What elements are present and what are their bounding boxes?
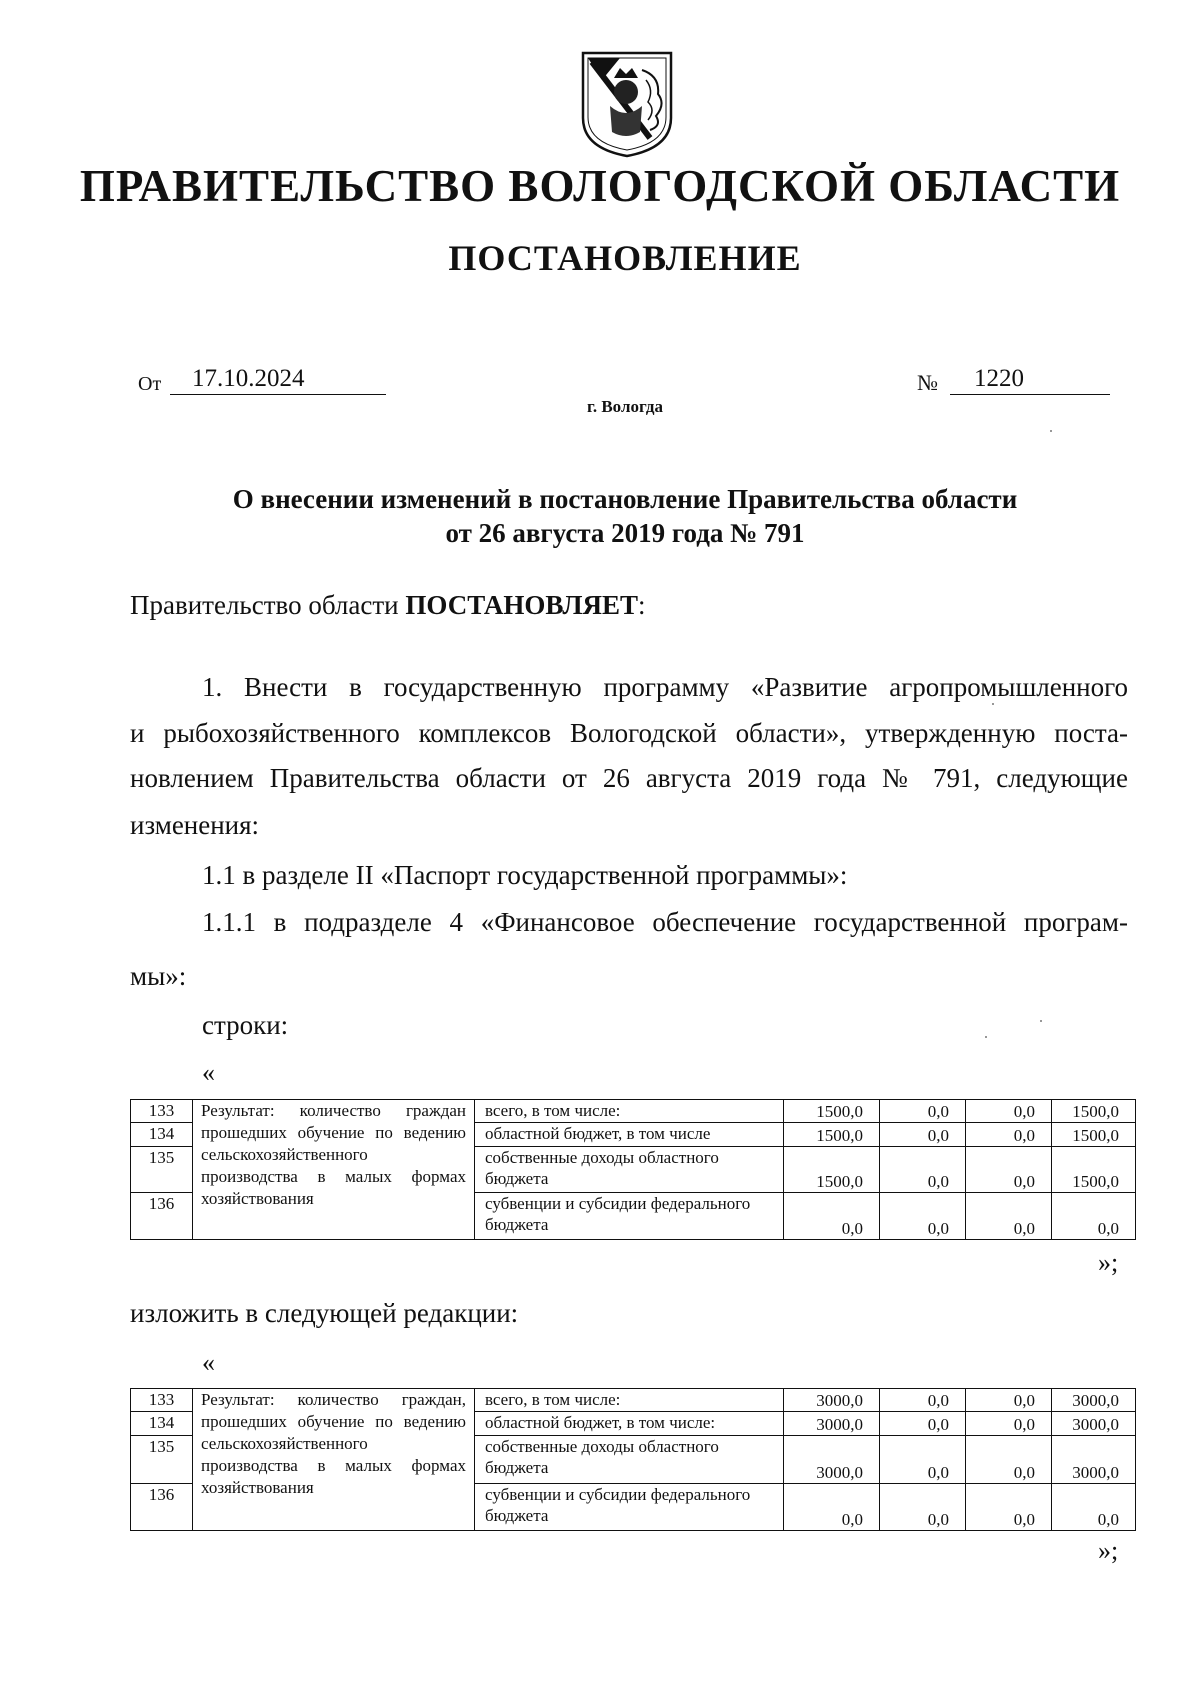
- item-1-1: 1.1 в разделе II «Паспорт государственной программы»:: [202, 860, 848, 890]
- value-cell: 0,0: [880, 1436, 966, 1484]
- value-cell: 0,0: [880, 1123, 966, 1147]
- funding-source: всего, в том числе:: [475, 1389, 784, 1412]
- value-cell: 0,0: [1052, 1484, 1136, 1531]
- item-1-line-4: изменения:: [130, 810, 260, 840]
- row-number: 136: [131, 1193, 193, 1240]
- row-number: 135: [131, 1436, 193, 1484]
- table-row: [131, 1100, 1136, 1123]
- row-number: 135: [131, 1147, 193, 1193]
- value-cell: 0,0: [966, 1436, 1052, 1484]
- value-cell: 0,0: [880, 1100, 966, 1123]
- resolves-prefix: Правительство области: [130, 590, 406, 620]
- resolves-keyword: ПОСТАНОВЛЯЕТ: [405, 590, 638, 620]
- item-1-line-1: 1. Внести в государственную программу «Развитие агропромышленного: [202, 672, 1128, 702]
- old-finance-table: [130, 1099, 1136, 1240]
- value-cell: 0,0: [784, 1193, 880, 1240]
- document-date: 17.10.2024: [170, 364, 386, 395]
- row-number: 134: [131, 1412, 193, 1436]
- scan-speck: [1040, 1020, 1042, 1022]
- old-table-open-quote: «: [202, 1058, 215, 1087]
- value-cell: 0,0: [880, 1484, 966, 1531]
- value-cell: 3000,0: [784, 1389, 880, 1412]
- funding-source: собственные доходы областного бюджета: [475, 1147, 784, 1193]
- resolves-paragraph: [130, 590, 646, 620]
- number-prefix: №: [917, 370, 938, 395]
- value-cell: 0,0: [880, 1389, 966, 1412]
- result-description: Результат: количество граждан, прошедших обучение по ведению сельскохозяйственного производства в малых формах хозяйствования: [193, 1389, 475, 1531]
- row-number: 133: [131, 1389, 193, 1412]
- row-number: 134: [131, 1123, 193, 1147]
- new-finance-table: [130, 1388, 1136, 1531]
- value-cell: 0,0: [880, 1412, 966, 1436]
- new-table-close-quote: »;: [1098, 1536, 1119, 1565]
- value-cell: 1500,0: [784, 1123, 880, 1147]
- item-1-line-2: и рыбохозяйственного комплексов Вологодской области», утвержденную поста-: [130, 718, 1128, 748]
- value-cell: 3000,0: [1052, 1389, 1136, 1412]
- row-number: 133: [131, 1100, 193, 1123]
- document-title-line-1: О внесении изменений в постановление Правительства области: [232, 484, 1018, 514]
- item-1-1-1-line-1: 1.1.1 в подразделе 4 «Финансовое обеспечение государственной програм-: [202, 907, 1128, 937]
- date-prefix: От: [138, 373, 162, 395]
- document-type: ПОСТАНОВЛЕНИЕ: [448, 238, 802, 278]
- scan-speck: [992, 703, 994, 705]
- value-cell: 0,0: [966, 1123, 1052, 1147]
- funding-source: субвенции и субсидии федерального бюджета: [475, 1484, 784, 1531]
- value-cell: 3000,0: [784, 1436, 880, 1484]
- value-cell: 0,0: [966, 1193, 1052, 1240]
- value-cell: 0,0: [1052, 1193, 1136, 1240]
- vologda-coat-of-arms-icon: [580, 50, 674, 158]
- value-cell: 0,0: [966, 1147, 1052, 1193]
- funding-source: всего, в том числе:: [475, 1100, 784, 1123]
- value-cell: 1500,0: [1052, 1147, 1136, 1193]
- government-name: ПРАВИТЕЛЬСТВО ВОЛОГОДСКОЙ ОБЛАСТИ: [79, 161, 1121, 211]
- funding-source: областной бюджет, в том числе:: [475, 1412, 784, 1436]
- scan-speck: [985, 1036, 987, 1038]
- rows-label: строки:: [202, 1010, 289, 1040]
- scan-speck: [1050, 430, 1052, 432]
- value-cell: 0,0: [966, 1389, 1052, 1412]
- item-1-line-3: новлением Правительства области от 26 августа 2019 года № 791, следующие: [130, 763, 1128, 793]
- value-cell: 0,0: [966, 1412, 1052, 1436]
- city: г. Вологда: [587, 397, 663, 416]
- funding-source: областной бюджет, в том числе: [475, 1123, 784, 1147]
- old-table-close-quote: »;: [1098, 1248, 1119, 1277]
- value-cell: 0,0: [966, 1100, 1052, 1123]
- value-cell: 0,0: [966, 1484, 1052, 1531]
- new-table-open-quote: «: [202, 1348, 215, 1377]
- item-1-1-1-line-2: мы»:: [130, 961, 187, 991]
- resolves-suffix: :: [637, 590, 646, 620]
- document-title-line-2: от 26 августа 2019 года № 791: [445, 518, 805, 548]
- value-cell: 3000,0: [1052, 1412, 1136, 1436]
- value-cell: 0,0: [880, 1193, 966, 1240]
- row-number: 136: [131, 1484, 193, 1531]
- funding-source: собственные доходы областного бюджета: [475, 1436, 784, 1484]
- replace-label: изложить в следующей редакции:: [130, 1298, 519, 1328]
- table-row: [131, 1389, 1136, 1412]
- funding-source: субвенции и субсидии федерального бюджета: [475, 1193, 784, 1240]
- value-cell: 3000,0: [1052, 1436, 1136, 1484]
- value-cell: 1500,0: [1052, 1123, 1136, 1147]
- value-cell: 0,0: [784, 1484, 880, 1531]
- result-description: Результат: количество граждан прошедших обучение по ведению сельскохозяйственного производства в малых формах хозяйствования: [193, 1100, 475, 1240]
- document-number: 1220: [950, 364, 1110, 395]
- value-cell: 1500,0: [784, 1147, 880, 1193]
- value-cell: 3000,0: [784, 1412, 880, 1436]
- value-cell: 1500,0: [784, 1100, 880, 1123]
- value-cell: 1500,0: [1052, 1100, 1136, 1123]
- value-cell: 0,0: [880, 1147, 966, 1193]
- document-title: [0, 482, 1200, 550]
